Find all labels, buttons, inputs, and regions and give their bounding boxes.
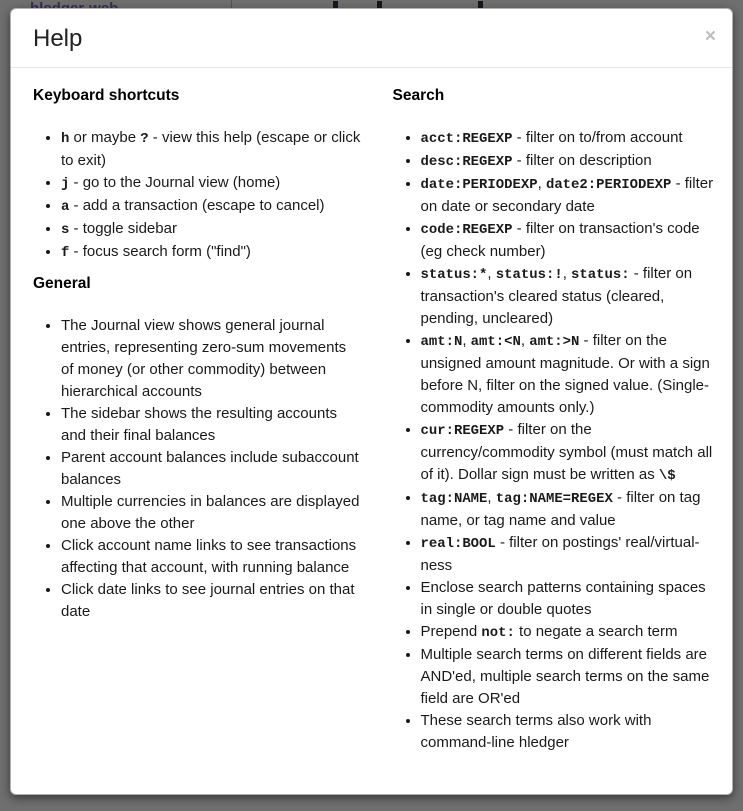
code-term: status:! xyxy=(495,267,563,283)
help-item: • Prepend not: to negate a search term xyxy=(421,621,721,644)
code-term: ? xyxy=(140,131,149,147)
help-item: • Parent account balances include subaccount balances xyxy=(61,447,361,491)
code-term: tag:NAME xyxy=(420,491,488,507)
help-item: • code:REGEXP - filter on transaction's code (eg check number) xyxy=(421,218,721,263)
help-item: • Multiple currencies in balances are displayed one above the other xyxy=(61,491,361,535)
left-column xyxy=(23,76,361,764)
help-item: • The sidebar shows the resulting accounts and their final balances xyxy=(61,403,361,447)
help-list xyxy=(393,127,721,754)
code-term: status:* xyxy=(420,267,488,283)
section-heading: General xyxy=(33,275,91,292)
code-term: desc:REGEXP xyxy=(420,154,513,170)
code-term: s xyxy=(61,222,70,238)
help-item: • Multiple search terms on different fields are AND'ed, multiple search terms on the same field are OR'ed xyxy=(421,644,721,710)
help-item: • tag:NAME, tag:NAME=REGEX - filter on tag name, or tag name and value xyxy=(421,487,721,532)
code-term: h xyxy=(61,131,70,147)
code-term: date2:PERIODEXP xyxy=(545,177,672,193)
code-term: tag:NAME=REGEX xyxy=(495,491,613,507)
help-item: • status:*, status:!, status: - filter on transaction's cleared status (cleared, pending, uncleared) xyxy=(421,263,721,330)
help-item: • a - add a transaction (escape to cancel) xyxy=(61,195,361,218)
code-term: amt:<N xyxy=(470,334,521,350)
help-item: • cur:REGEXP - filter on the currency/commodity symbol (must match all of it). Dollar sign must be written as \$ xyxy=(421,419,721,487)
help-item: • These search terms also work with command-line hledger xyxy=(421,710,721,754)
help-list xyxy=(33,315,361,623)
help-item: • amt:N, amt:<N, amt:>N - filter on the unsigned amount magnitude. Or with a sign before N, filter on the signed value. (Single-commodity amounts only.) xyxy=(421,330,721,419)
dialog-title: Help xyxy=(33,25,83,52)
help-item: • Enclose search patterns containing spaces in single or double quotes xyxy=(421,577,721,621)
right-column xyxy=(383,76,721,764)
section-heading: Keyboard shortcuts xyxy=(33,87,180,104)
code-term: acct:REGEXP xyxy=(420,131,513,147)
code-term: f xyxy=(61,245,70,261)
help-item: • Click date links to see journal entries on that date xyxy=(61,579,361,623)
help-item: • desc:REGEXP - filter on description xyxy=(421,150,721,173)
help-item: • h or maybe ? - view this help (escape or click to exit) xyxy=(61,127,361,172)
code-term: j xyxy=(61,176,70,192)
dialog-body xyxy=(11,68,732,784)
code-term: status: xyxy=(571,267,630,283)
help-item: • date:PERIODEXP, date2:PERIODEXP - filter on date or secondary date xyxy=(421,173,721,218)
help-item: • f - focus search form ("find") xyxy=(61,241,361,264)
help-item: • j - go to the Journal view (home) xyxy=(61,172,361,195)
code-term: a xyxy=(61,199,70,215)
help-item: • acct:REGEXP - filter on to/from account xyxy=(421,127,721,150)
code-term: code:REGEXP xyxy=(420,222,513,238)
code-term: cur:REGEXP xyxy=(420,423,505,439)
close-icon[interactable]: × xyxy=(704,26,716,47)
code-term: real:BOOL xyxy=(420,536,496,552)
dialog-header xyxy=(11,9,732,68)
code-term: date:PERIODEXP xyxy=(420,177,538,193)
help-list xyxy=(33,127,361,264)
help-dialog xyxy=(10,8,733,795)
help-item: • s - toggle sidebar xyxy=(61,218,361,241)
code-term: amt:N xyxy=(420,334,463,350)
help-item: • real:BOOL - filter on postings' real/virtual-ness xyxy=(421,532,721,577)
help-item: • Click account name links to see transactions affecting that account, with running balance xyxy=(61,535,361,579)
section-heading: Search xyxy=(392,87,445,104)
code-term: amt:>N xyxy=(529,334,580,350)
code-term: \$ xyxy=(658,468,676,484)
code-term: not: xyxy=(481,625,515,641)
help-item: • The Journal view shows general journal entries, representing zero-sum movements of money (or other commodity) between hierarchical accounts xyxy=(61,315,361,403)
